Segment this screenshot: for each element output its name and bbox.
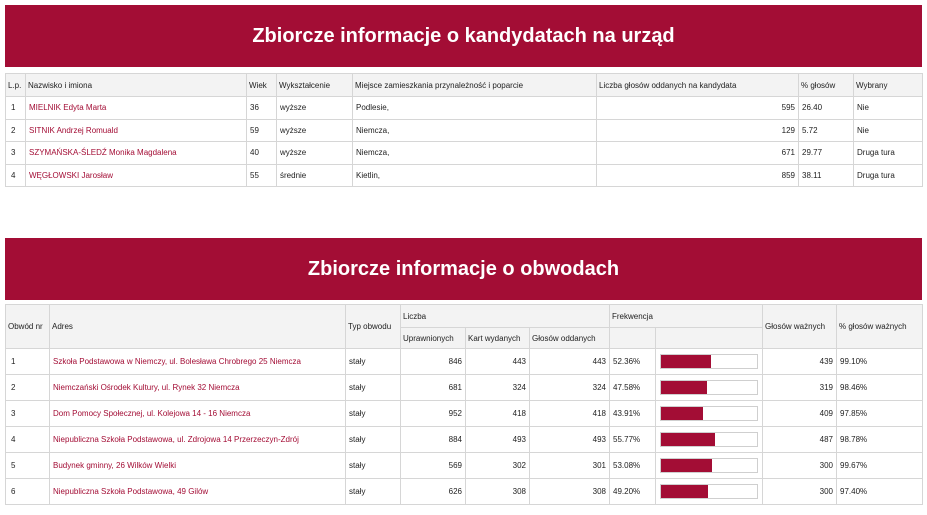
valid-pct-cell: 99.10% bbox=[837, 349, 923, 375]
education-cell: średnie bbox=[277, 164, 353, 187]
turnout-bar-cell bbox=[656, 427, 763, 453]
turnout-cell: 49.20% bbox=[610, 479, 656, 505]
district-address-link[interactable] bbox=[50, 453, 346, 479]
valid-pct-cell: 98.46% bbox=[837, 375, 923, 401]
turnout-bar-cell bbox=[656, 453, 763, 479]
col-lp: L.p. bbox=[6, 74, 26, 97]
cast-cell: 443 bbox=[530, 349, 610, 375]
cast-cell: 418 bbox=[530, 401, 610, 427]
col-elected: Wybrany bbox=[854, 74, 923, 97]
turnout-bar-fill bbox=[661, 485, 708, 498]
turnout-bar-cell bbox=[656, 401, 763, 427]
eligible-cell: 952 bbox=[401, 401, 466, 427]
cards-cell: 308 bbox=[466, 479, 530, 505]
col-votes: Liczba głosów oddanych na kandydata bbox=[597, 74, 799, 97]
eligible-cell: 626 bbox=[401, 479, 466, 505]
cards-cell: 302 bbox=[466, 453, 530, 479]
valid-pct-cell: 98.78% bbox=[837, 427, 923, 453]
lp-cell: 3 bbox=[6, 142, 26, 165]
turnout-bar bbox=[660, 406, 758, 421]
turnout-bar-cell bbox=[656, 375, 763, 401]
education-cell: wyższe bbox=[277, 142, 353, 165]
district-address-link[interactable] bbox=[50, 375, 346, 401]
district-address[interactable]: Niepubliczna Szkoła Podstawowa, ul. Zdrojowa 14 Przerzeczyn-Zdrój bbox=[53, 435, 299, 444]
turnout-bar bbox=[660, 380, 758, 395]
district-address[interactable]: Dom Pomocy Społecznej, ul. Kolejowa 14 - 16 Niemcza bbox=[53, 409, 251, 418]
table-row bbox=[6, 427, 923, 453]
district-address[interactable]: Niepubliczna Szkoła Podstawowa, 49 Gilów bbox=[53, 487, 209, 496]
turnout-bar bbox=[660, 484, 758, 499]
elected-cell: Druga tura bbox=[854, 142, 923, 165]
valid-pct-cell: 97.85% bbox=[837, 401, 923, 427]
candidate-name-link[interactable] bbox=[26, 97, 247, 120]
district-address[interactable]: Szkoła Podstawowa w Niemczy, ul. Bolesława Chrobrego 25 Niemcza bbox=[53, 357, 301, 366]
col-valid-pct: % głosów ważnych bbox=[837, 305, 923, 349]
lp-cell: 1 bbox=[6, 97, 26, 120]
district-address-link[interactable] bbox=[50, 427, 346, 453]
col-education: Wykształcenie bbox=[277, 74, 353, 97]
candidate-name-link[interactable] bbox=[26, 119, 247, 142]
candidates-table bbox=[5, 73, 923, 187]
valid-cell: 439 bbox=[763, 349, 837, 375]
eligible-cell: 884 bbox=[401, 427, 466, 453]
elected-cell: Nie bbox=[854, 97, 923, 120]
turnout-bar-cell bbox=[656, 349, 763, 375]
col-age: Wiek bbox=[247, 74, 277, 97]
table-row bbox=[6, 119, 923, 142]
residence-cell: Kietlin, bbox=[353, 164, 597, 187]
col-eligible: Uprawnionych bbox=[401, 328, 466, 349]
eligible-cell: 569 bbox=[401, 453, 466, 479]
turnout-cell: 43.91% bbox=[610, 401, 656, 427]
district-type-cell: stały bbox=[346, 427, 401, 453]
education-cell: wyższe bbox=[277, 119, 353, 142]
candidate-name[interactable]: WĘGŁOWSKI Jarosław bbox=[29, 170, 114, 180]
candidate-name[interactable]: SITNIK Andrzej Romuald bbox=[29, 125, 118, 135]
col-district-nr: Obwód nr bbox=[6, 305, 50, 349]
votes-cell: 129 bbox=[597, 119, 799, 142]
district-nr-cell: 2 bbox=[6, 375, 50, 401]
turnout-bar-fill bbox=[661, 381, 707, 394]
votes-cell: 595 bbox=[597, 97, 799, 120]
col-turnout-pct bbox=[610, 328, 656, 349]
valid-pct-cell: 99.67% bbox=[837, 453, 923, 479]
valid-cell: 409 bbox=[763, 401, 837, 427]
cards-cell: 443 bbox=[466, 349, 530, 375]
cards-cell: 493 bbox=[466, 427, 530, 453]
table-row bbox=[6, 164, 923, 187]
residence-cell: Podlesie, bbox=[353, 97, 597, 120]
district-nr-cell: 5 bbox=[6, 453, 50, 479]
col-turnout: Frekwencja bbox=[610, 305, 763, 328]
district-nr-cell: 3 bbox=[6, 401, 50, 427]
candidates-title: Zbiorcze informacje o kandydatach na urząd bbox=[5, 5, 922, 67]
turnout-bar bbox=[660, 354, 758, 369]
table-row bbox=[6, 349, 923, 375]
cards-cell: 324 bbox=[466, 375, 530, 401]
elected-cell: Druga tura bbox=[854, 164, 923, 187]
district-type-cell: stały bbox=[346, 453, 401, 479]
valid-cell: 319 bbox=[763, 375, 837, 401]
district-type-cell: stały bbox=[346, 479, 401, 505]
pct-cell: 38.11 bbox=[799, 164, 854, 187]
district-address[interactable]: Budynek gminny, 26 Wilków Wielki bbox=[53, 461, 177, 470]
district-nr-cell: 4 bbox=[6, 427, 50, 453]
age-cell: 40 bbox=[247, 142, 277, 165]
pct-cell: 26.40 bbox=[799, 97, 854, 120]
district-type-cell: stały bbox=[346, 401, 401, 427]
residence-cell: Niemcza, bbox=[353, 142, 597, 165]
valid-cell: 300 bbox=[763, 479, 837, 505]
turnout-bar-fill bbox=[661, 407, 703, 420]
district-type-cell: stały bbox=[346, 349, 401, 375]
candidate-name[interactable]: MIELNIK Edyta Marta bbox=[29, 103, 107, 113]
eligible-cell: 681 bbox=[401, 375, 466, 401]
turnout-bar-fill bbox=[661, 459, 712, 472]
valid-pct-cell: 97.40% bbox=[837, 479, 923, 505]
col-turnout-bar bbox=[656, 328, 763, 349]
col-cards: Kart wydanych bbox=[466, 328, 530, 349]
col-residence: Miejsce zamieszkania przynależność i poparcie bbox=[353, 74, 597, 97]
col-address: Adres bbox=[50, 305, 346, 349]
district-address[interactable]: Niemczański Ośrodek Kultury, ul. Rynek 32 Niemcza bbox=[53, 383, 240, 392]
district-nr-cell: 1 bbox=[6, 349, 50, 375]
col-type: Typ obwodu bbox=[346, 305, 401, 349]
cast-cell: 301 bbox=[530, 453, 610, 479]
table-row bbox=[6, 479, 923, 505]
age-cell: 59 bbox=[247, 119, 277, 142]
valid-cell: 487 bbox=[763, 427, 837, 453]
col-group-count: Liczba bbox=[401, 305, 610, 328]
cast-cell: 308 bbox=[530, 479, 610, 505]
table-row bbox=[6, 453, 923, 479]
districts-title: Zbiorcze informacje o obwodach bbox=[5, 238, 922, 300]
lp-cell: 2 bbox=[6, 119, 26, 142]
table-row bbox=[6, 375, 923, 401]
district-address-link[interactable] bbox=[50, 479, 346, 505]
turnout-cell: 55.77% bbox=[610, 427, 656, 453]
cards-cell: 418 bbox=[466, 401, 530, 427]
candidate-name-link[interactable] bbox=[26, 164, 247, 187]
votes-cell: 859 bbox=[597, 164, 799, 187]
age-cell: 55 bbox=[247, 164, 277, 187]
table-row bbox=[6, 401, 923, 427]
cast-cell: 493 bbox=[530, 427, 610, 453]
table-row bbox=[6, 142, 923, 165]
age-cell: 36 bbox=[247, 97, 277, 120]
district-address-link[interactable] bbox=[50, 401, 346, 427]
col-pct: % głosów bbox=[799, 74, 854, 97]
district-nr-cell: 6 bbox=[6, 479, 50, 505]
candidate-name[interactable]: SZYMAŃSKA-ŚLEDŹ Monika Magdalena bbox=[29, 148, 177, 158]
col-cast: Głosów oddanych bbox=[530, 328, 610, 349]
lp-cell: 4 bbox=[6, 164, 26, 187]
districts-table bbox=[5, 304, 923, 505]
turnout-cell: 47.58% bbox=[610, 375, 656, 401]
pct-cell: 29.77 bbox=[799, 142, 854, 165]
turnout-cell: 53.08% bbox=[610, 453, 656, 479]
pct-cell: 5.72 bbox=[799, 119, 854, 142]
col-valid: Głosów ważnych bbox=[763, 305, 837, 349]
residence-cell: Niemcza, bbox=[353, 119, 597, 142]
turnout-cell: 52.36% bbox=[610, 349, 656, 375]
turnout-bar-fill bbox=[661, 433, 715, 446]
turnout-bar bbox=[660, 432, 758, 447]
table-row bbox=[6, 97, 923, 120]
candidates-header-row bbox=[6, 74, 923, 97]
turnout-bar-fill bbox=[661, 355, 711, 368]
eligible-cell: 846 bbox=[401, 349, 466, 375]
turnout-bar bbox=[660, 458, 758, 473]
cast-cell: 324 bbox=[530, 375, 610, 401]
district-address-link[interactable] bbox=[50, 349, 346, 375]
turnout-bar-cell bbox=[656, 479, 763, 505]
district-type-cell: stały bbox=[346, 375, 401, 401]
col-name: Nazwisko i imiona bbox=[26, 74, 247, 97]
districts-header-row bbox=[6, 305, 923, 328]
elected-cell: Nie bbox=[854, 119, 923, 142]
candidate-name-link[interactable] bbox=[26, 142, 247, 165]
valid-cell: 300 bbox=[763, 453, 837, 479]
education-cell: wyższe bbox=[277, 97, 353, 120]
votes-cell: 671 bbox=[597, 142, 799, 165]
